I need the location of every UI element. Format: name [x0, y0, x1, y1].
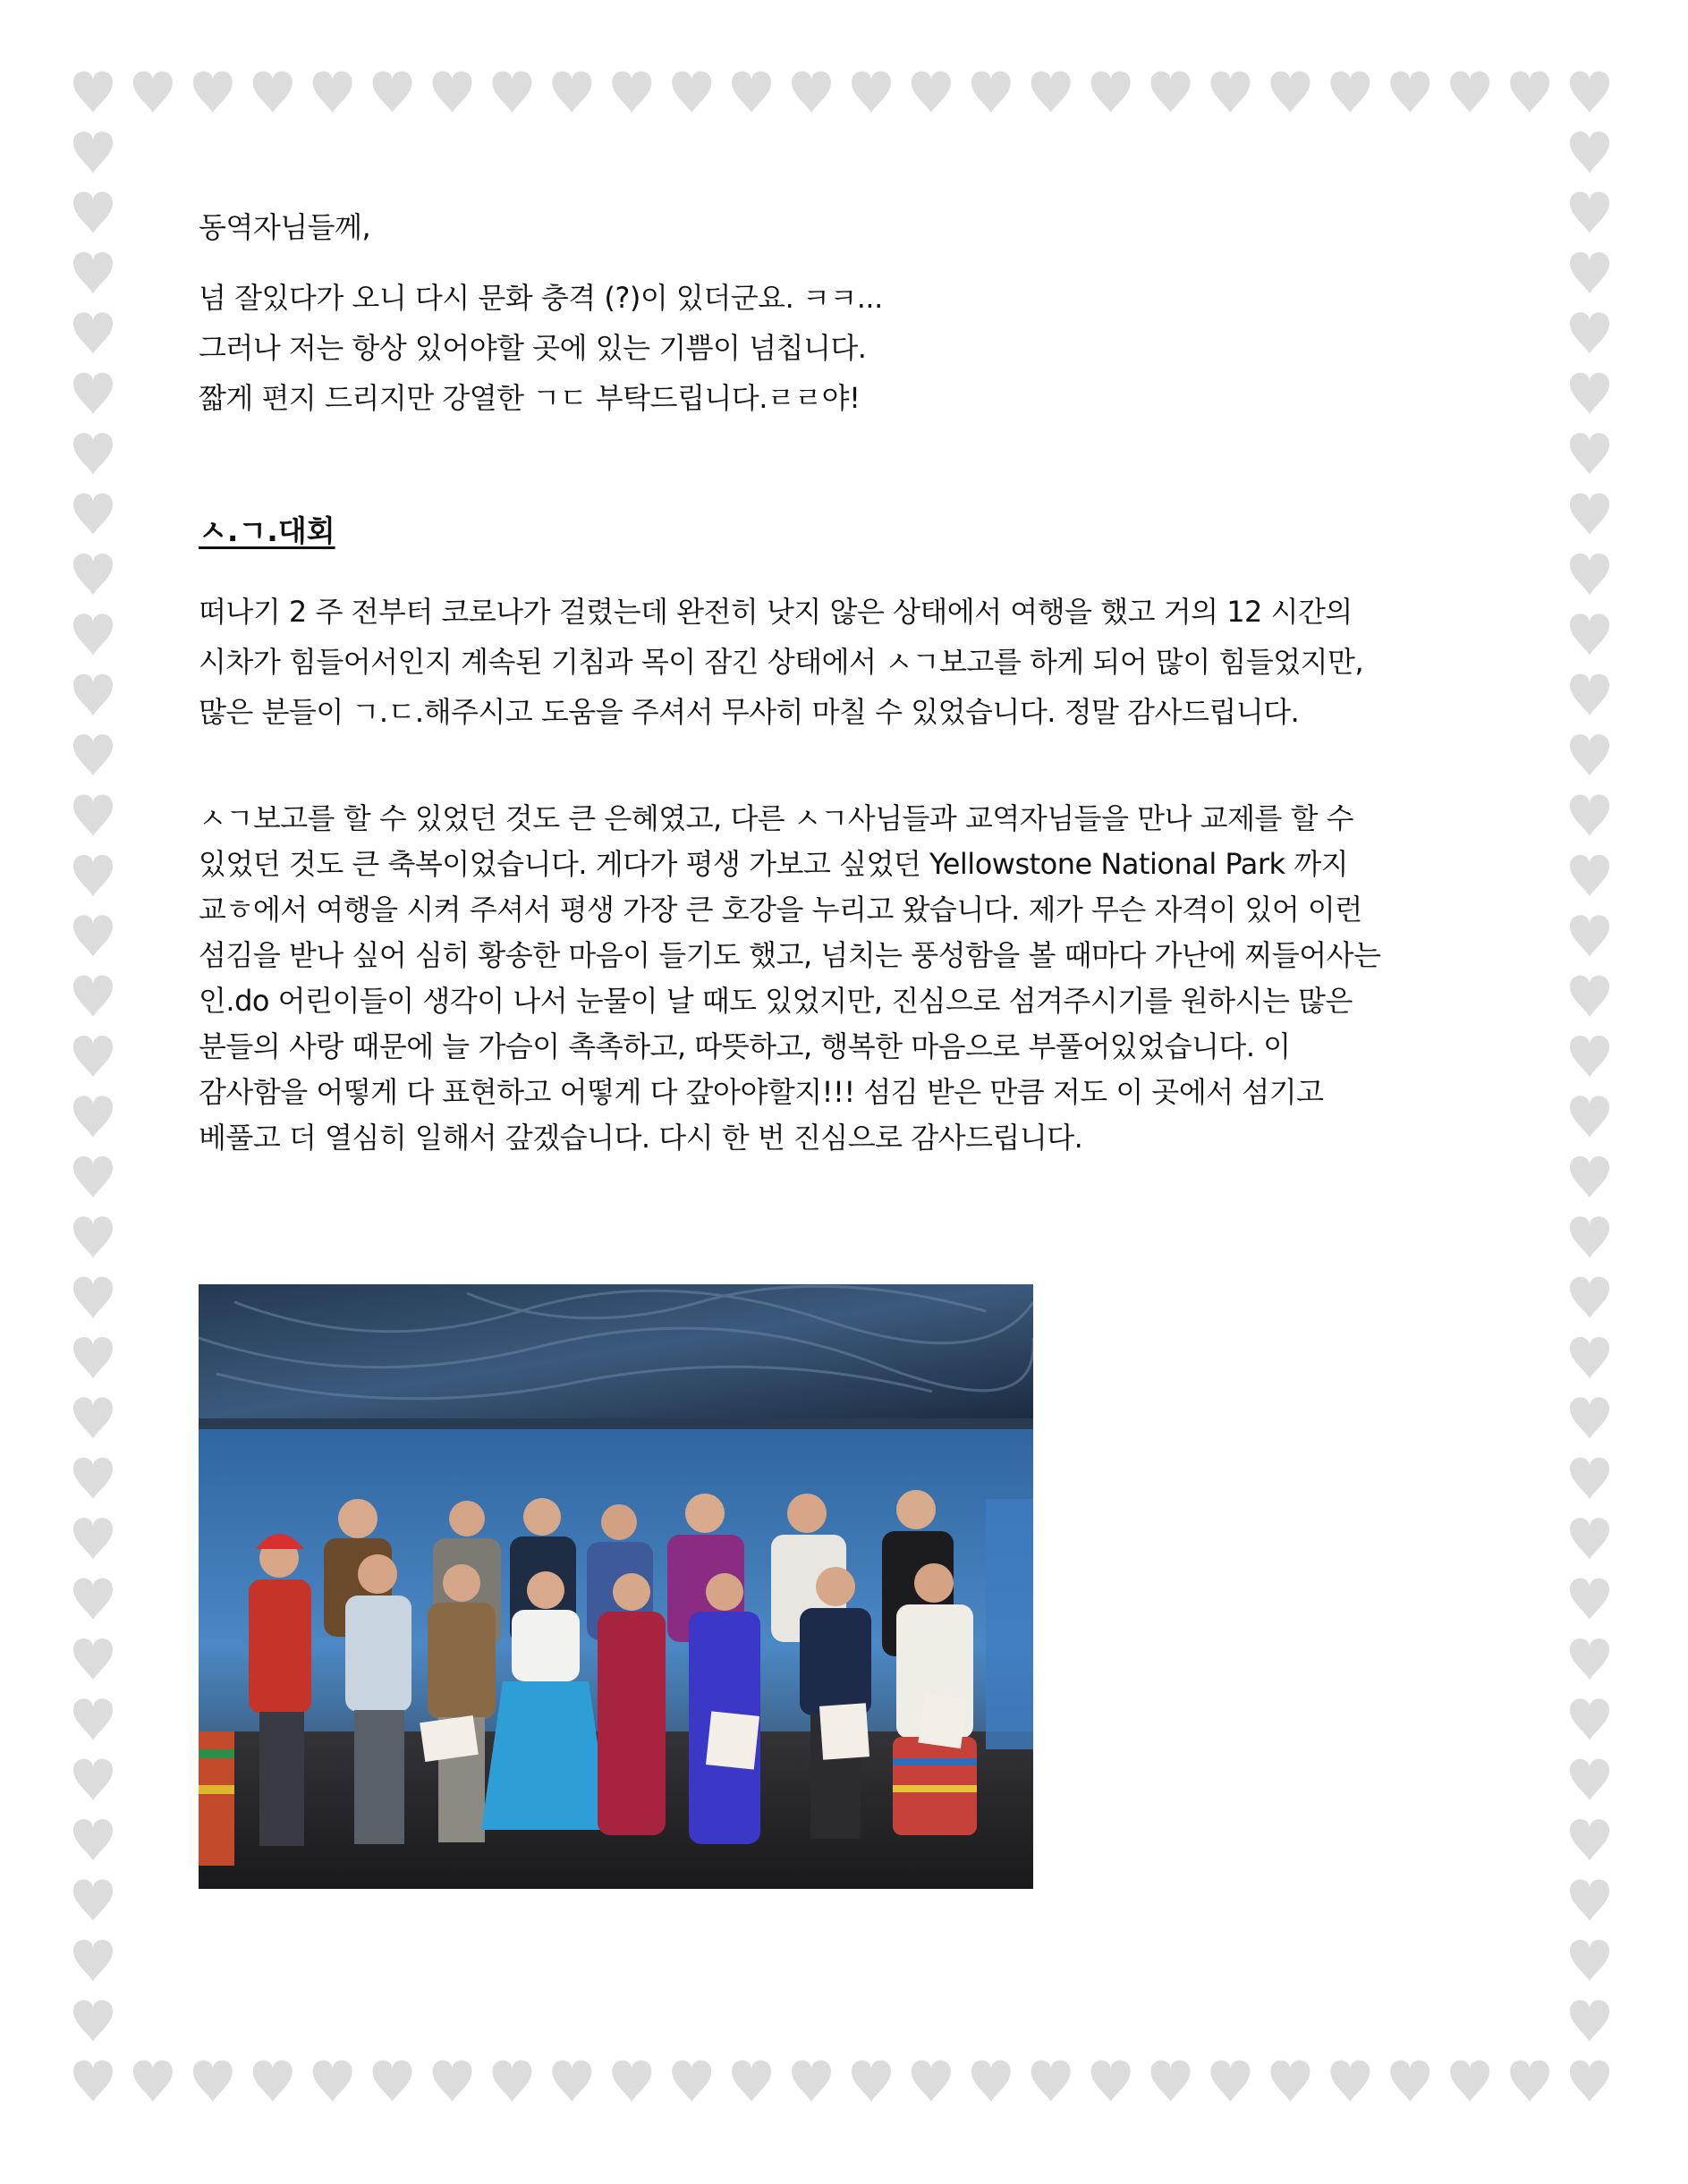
- heart-icon: [792, 72, 831, 113]
- paragraph-line: 섬김을 받나 싶어 심히 황송한 마음이 들기도 했고, 넘치는 풍성함을 볼 때마다 가난에 찌들어사는: [199, 938, 1381, 972]
- heart-icon: [1570, 976, 1609, 1017]
- heart-icon: [1570, 614, 1609, 655]
- heart-icon: [1270, 72, 1310, 113]
- heart-icon: [1570, 1759, 1609, 1800]
- heart-icon: [1570, 734, 1609, 775]
- heart-icon: [1450, 72, 1489, 113]
- heart-icon: [1570, 1940, 1609, 1981]
- heart-icon: [253, 2061, 293, 2102]
- heart-icon: [1570, 1156, 1609, 1198]
- heart-icon: [492, 2061, 531, 2102]
- heart-icon: [672, 72, 711, 113]
- heart-icon: [1570, 1337, 1609, 1378]
- heart-icon: [73, 1940, 113, 1981]
- heart-icon: [1570, 252, 1609, 293]
- group-photo: [199, 1284, 1033, 1889]
- heart-icon: [73, 2000, 113, 2041]
- heart-icon: [1151, 2061, 1191, 2102]
- heart-icon: [1031, 72, 1071, 113]
- intro-paragraph: [199, 273, 1487, 423]
- heart-icon: [1570, 1880, 1609, 1921]
- heart-icon: [73, 493, 113, 534]
- heart-icon: [1570, 1638, 1609, 1680]
- heart-icon: [1570, 1036, 1609, 1077]
- heart-icon: [373, 2061, 412, 2102]
- heart-icon: [73, 131, 113, 173]
- heart-icon: [73, 252, 113, 293]
- heart-icon: [672, 2061, 711, 2102]
- heart-icon: [73, 1036, 113, 1077]
- heart-icon: [1390, 72, 1429, 113]
- heart-icon: [492, 72, 531, 113]
- heart-icon: [971, 2061, 1011, 2102]
- heart-icon: [1570, 493, 1609, 534]
- heart-icon: [73, 2061, 113, 2102]
- heart-icon: [1570, 2061, 1609, 2102]
- heart-icon: [73, 734, 113, 775]
- heart-icon: [1570, 1458, 1609, 1499]
- heart-icon: [1570, 855, 1609, 896]
- heart-icon: [73, 1819, 113, 1860]
- paragraph-line: 떠나기 2 주 전부터 코로나가 걸렸는데 완전히 낫지 않은 상태에서 여행을 했고 거의 12 시간의: [199, 595, 1353, 629]
- heart-icon: [433, 2061, 472, 2102]
- heart-icon: [73, 976, 113, 1017]
- heart-icon: [1570, 794, 1609, 835]
- heart-icon: [1330, 72, 1370, 113]
- intro-line: 짧게 편지 드리지만 강열한 ㄱㄷ 부탁드립니다.ㄹㄹ야!: [199, 381, 861, 415]
- heart-icon: [73, 1096, 113, 1137]
- heart-icon: [1031, 2061, 1071, 2102]
- paragraph-1: [199, 587, 1487, 737]
- heart-icon: [1570, 1518, 1609, 1559]
- paragraph-line: 베풀고 더 열심히 일해서 갚겠습니다. 다시 한 번 진심으로 감사드립니다.: [199, 1121, 1083, 1155]
- heart-icon: [73, 1458, 113, 1499]
- heart-icon: [73, 1698, 113, 1740]
- heart-icon: [1151, 72, 1191, 113]
- heart-icon: [73, 72, 113, 113]
- group-photo-illustration: [199, 1284, 1033, 1889]
- heart-icon: [1570, 1819, 1609, 1860]
- heart-icon: [1270, 2061, 1310, 2102]
- heart-icon: [1510, 2061, 1549, 2102]
- paragraph-line: ㅅㄱ보고를 할 수 있었던 것도 큰 은혜였고, 다른 ㅅㄱ사님들과 교역자님들을 만나 교제를 할 수: [199, 801, 1354, 835]
- heart-icon: [73, 1759, 113, 1800]
- heart-icon: [73, 1337, 113, 1378]
- heart-icon: [193, 2061, 233, 2102]
- section-heading: ㅅ.ㄱ.대회: [199, 513, 335, 548]
- heart-icon: [1570, 373, 1609, 414]
- heart-icon: [971, 72, 1011, 113]
- intro-line: 넘 잘있다가 오니 다시 문화 충격 (?)이 있더군요. ㅋㅋ...: [199, 281, 883, 315]
- heart-icon: [313, 2061, 352, 2102]
- heart-icon: [732, 72, 771, 113]
- heart-icon: [73, 1579, 113, 1620]
- heart-icon: [1570, 131, 1609, 173]
- heart-icon: [73, 794, 113, 835]
- heart-icon: [1570, 433, 1609, 474]
- heart-icon: [73, 1156, 113, 1198]
- heart-icon: [1210, 2061, 1250, 2102]
- paragraph-line: 인.do 어린이들이 생각이 나서 눈물이 날 때도 있었지만, 진심으로 섬겨주시기를 원하시는 많은: [199, 984, 1353, 1018]
- heart-icon: [73, 614, 113, 655]
- heart-icon: [1570, 192, 1609, 233]
- heart-icon: [1570, 1397, 1609, 1438]
- paragraph-line: 감사함을 어떻게 다 표현하고 어떻게 다 갚아야할지!!! 섬김 받은 만큼 저도 이 곳에서 섬기고: [199, 1075, 1324, 1109]
- heart-icon: [1330, 2061, 1370, 2102]
- heart-icon: [1510, 72, 1549, 113]
- heart-icon: [73, 1216, 113, 1257]
- heart-icon: [1570, 1579, 1609, 1620]
- heart-icon: [133, 72, 173, 113]
- heart-icon: [792, 2061, 831, 2102]
- heart-icon: [1091, 2061, 1131, 2102]
- heart-icon: [1570, 1277, 1609, 1318]
- intro-line: 그러나 저는 항상 있어야할 곳에 있는 기쁨이 넘칩니다.: [199, 331, 867, 365]
- heart-icon: [1210, 72, 1250, 113]
- heart-icon: [133, 2061, 173, 2102]
- paragraph-line: 시차가 힘들어서인지 계속된 기침과 목이 잠긴 상태에서 ㅅㄱ보고를 하게 되어 많이 힘들었지만,: [199, 645, 1364, 679]
- heart-icon: [732, 2061, 771, 2102]
- heart-icon: [912, 72, 951, 113]
- heart-icon: [193, 72, 233, 113]
- heart-icon: [73, 915, 113, 956]
- heart-icon: [1570, 1216, 1609, 1257]
- paragraph-line: 있었던 것도 큰 축복이었습니다. 게다가 평생 가보고 싶었던 Yellowstone National Park 까지: [199, 847, 1349, 881]
- heart-icon: [1390, 2061, 1429, 2102]
- heart-icon: [912, 2061, 951, 2102]
- paragraph-line: 교ㅎ에서 여행을 시켜 주셔서 평생 가장 큰 호강을 누리고 왔습니다. 제가 무슨 자격이 있어 이런: [199, 893, 1362, 927]
- heart-icon: [1570, 72, 1609, 113]
- heart-icon: [73, 1518, 113, 1559]
- heart-icon: [1570, 554, 1609, 595]
- heart-icon: [73, 855, 113, 896]
- heart-icon: [73, 674, 113, 715]
- heart-icon: [73, 1638, 113, 1680]
- heart-icon: [73, 1277, 113, 1318]
- heart-icon: [73, 312, 113, 353]
- heart-icon: [852, 2061, 891, 2102]
- heart-icon: [1570, 915, 1609, 956]
- heart-icon: [313, 72, 352, 113]
- heart-icon: [1570, 1698, 1609, 1740]
- heart-icon: [1570, 1096, 1609, 1137]
- heart-icon: [73, 192, 113, 233]
- heart-icon: [852, 72, 891, 113]
- heart-icon: [1570, 2000, 1609, 2041]
- heart-icon: [552, 2061, 591, 2102]
- heart-icon: [552, 72, 591, 113]
- greeting: 동역자님들께,: [199, 210, 371, 244]
- heart-icon: [73, 433, 113, 474]
- heart-icon: [433, 72, 472, 113]
- heart-icon: [373, 72, 412, 113]
- heart-icon: [612, 72, 651, 113]
- paragraph-2: [199, 796, 1487, 1161]
- heart-icon: [253, 72, 293, 113]
- heart-icon: [1570, 674, 1609, 715]
- paragraph-line: 분들의 사랑 때문에 늘 가슴이 촉촉하고, 따뜻하고, 행복한 마음으로 부풀어있었습니다. 이: [199, 1029, 1291, 1063]
- paragraph-line: 많은 분들이 ㄱ.ㄷ.해주시고 도움을 주셔서 무사히 마칠 수 있었습니다. 정말 감사드립니다.: [199, 695, 1300, 729]
- heart-icon: [73, 1397, 113, 1438]
- heart-icon: [1450, 2061, 1489, 2102]
- heart-icon: [1091, 72, 1131, 113]
- heart-icon: [73, 1880, 113, 1921]
- heart-icon: [1570, 312, 1609, 353]
- heart-icon: [73, 373, 113, 414]
- heart-icon: [73, 554, 113, 595]
- heart-icon: [612, 2061, 651, 2102]
